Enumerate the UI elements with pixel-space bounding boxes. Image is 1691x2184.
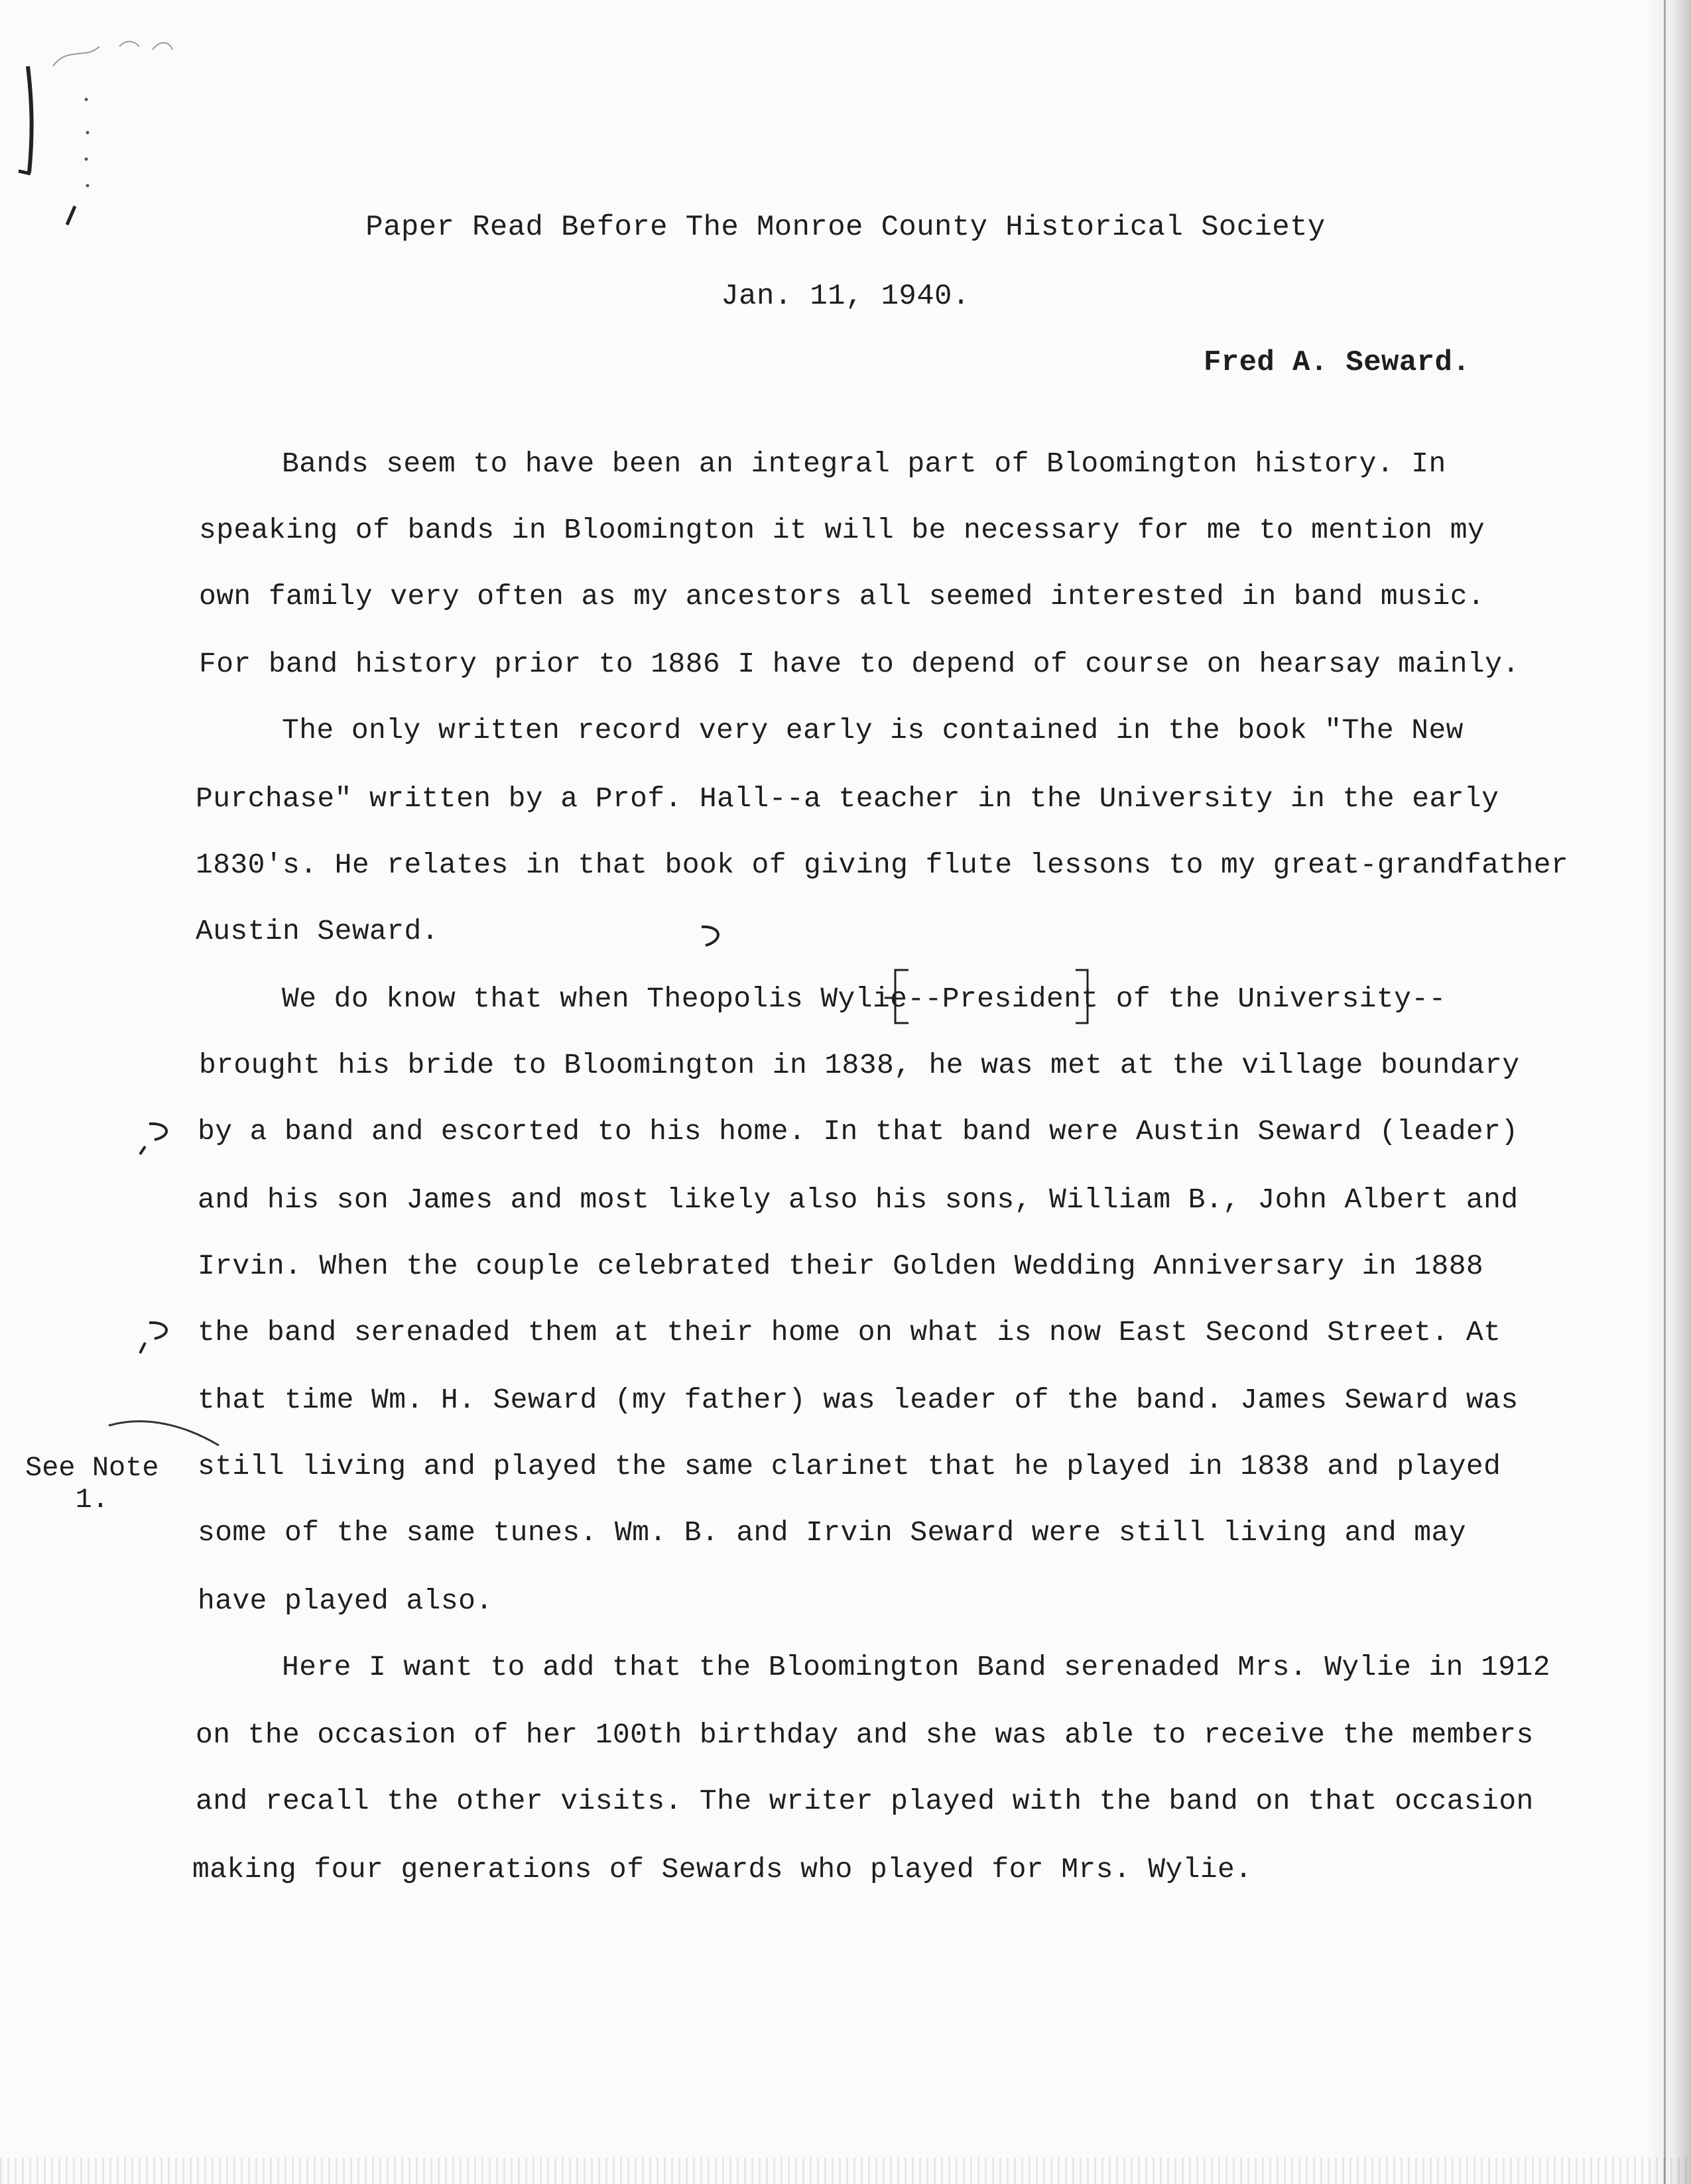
scan-bottom-noise [0, 2157, 1691, 2184]
body-line: some of the same tunes. Wm. B. and Irvin Seward were still living and may [198, 1516, 1466, 1549]
body-line: speaking of bands in Bloomington it will be necessary for me to mention my [199, 514, 1485, 546]
body-line: Irvin. When the couple celebrated their Golden Wedding Anniversary in 1888 [198, 1250, 1484, 1282]
body-line: Bands seem to have been an integral part of Bloomington history. In [282, 448, 1446, 480]
body-line: Austin Seward. [196, 915, 439, 947]
body-line: and his son James and most likely also his sons, William B., John Albert and [198, 1183, 1519, 1216]
margin-note-line: See Note [25, 1452, 159, 1484]
document-date: Jan. 11, 1940. [721, 280, 970, 313]
body-line: For band history prior to 1886 I have to depend of course on hearsay mainly. [199, 648, 1520, 680]
body-line: Purchase" written by a Prof. Hall--a teacher in the University in the early [196, 782, 1499, 815]
margin-note [25, 1452, 159, 1516]
body-line: by a band and escorted to his home. In that band were Austin Seward (leader) [198, 1115, 1519, 1148]
margin-note-number: 1. [75, 1484, 109, 1516]
body-line: the band serenaded them at their home on what is now East Second Street. At [198, 1316, 1501, 1349]
body-line: Here I want to add that the Bloomington Band serenaded Mrs. Wylie in 1912 [282, 1651, 1550, 1683]
document-title: Paper Read Before The Monroe County Historical Society [365, 211, 1326, 244]
body-line: The only written record very early is contained in the book "The New [282, 714, 1464, 747]
body-line: making four generations of Sewards who played for Mrs. Wylie. [192, 1853, 1253, 1886]
body-line: on the occasion of her 100th birthday and she was able to receive the members [196, 1719, 1534, 1751]
body-line: and recall the other visits. The writer played with the band on that occasion [196, 1785, 1534, 1817]
body-line: still living and played the same clarinet that he played in 1838 and played [198, 1450, 1501, 1483]
body-line: brought his bride to Bloomington in 1838, he was met at the village boundary [199, 1049, 1520, 1081]
scan-edge-shadow [1645, 0, 1691, 2184]
pencil-scribble-mark [40, 20, 192, 80]
pencil-hook-mark-2 [136, 1117, 182, 1157]
document-author: Fred A. Seward. [1204, 346, 1471, 379]
scan-edge-line [1664, 0, 1666, 2184]
pencil-hook-mark [698, 920, 731, 953]
body-line: We do know that when Theopolis Wylie--President of the University-- [282, 983, 1446, 1015]
pencil-hook-mark-3 [136, 1316, 182, 1356]
body-line: have played also. [198, 1585, 493, 1617]
body-line: that time Wm. H. Seward (my father) was leader of the band. James Seward was [198, 1384, 1519, 1416]
body-line: own family very often as my ancestors all seemed interested in band music. [199, 580, 1485, 613]
body-line: 1830's. He relates in that book of giving flute lessons to my great-grandfather [196, 849, 1569, 881]
